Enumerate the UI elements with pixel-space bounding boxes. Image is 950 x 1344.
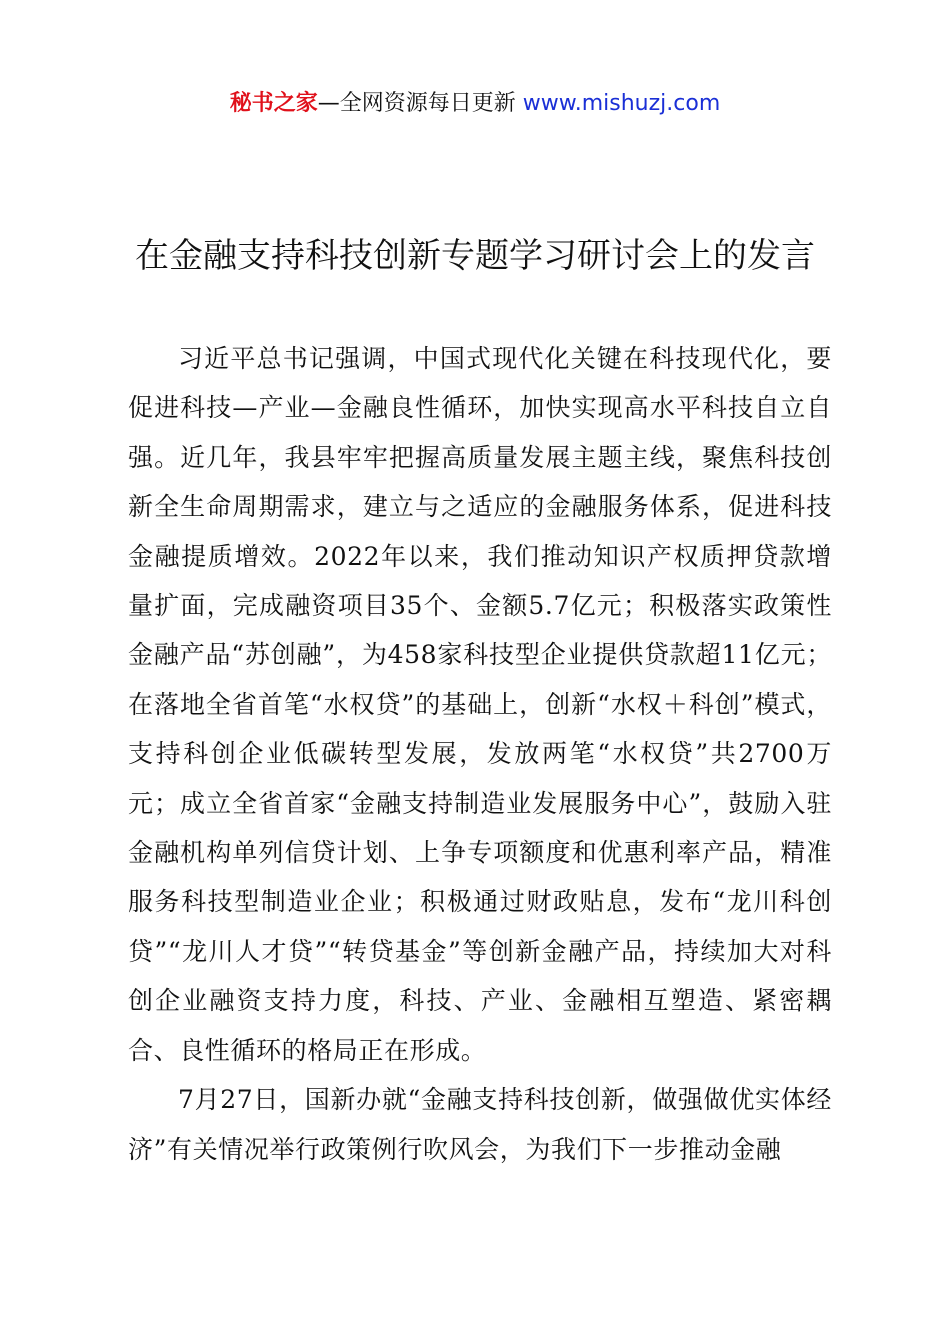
body-paragraph: 7月27日，国新办就“金融支持科技创新，做强做优实体经济”有关情况举行政策例行吹风会，为我们下一步推动金融 [128, 1085, 832, 1164]
document-title: 在金融支持科技创新专题学习研讨会上的发言 [135, 236, 815, 276]
brand-name: 秘书之家 [229, 91, 318, 116]
body-paragraph: 习近平总书记强调，中国式现代化关键在科技现代化，要促进科技—产业—金融良性循环，加快实现高水平科技自立自强。近几年，我县牢牢把握高质量发展主题主线，聚焦科技创新全生命周期需求，建立与之适应的金融服务体系，促进科技金融提质增效。2022年以来，我们推动知识产权质押贷款增量扩面，完成融资项目35个、金额5.7亿元；积极落实政策性金融产品“苏创融”，为458家科技型企业提供贷款超11亿元；在落地全省首笔“水权贷”的基础上，创新“水权＋科创”模式，支持科创企业低碳转型发展，发放两笔“水权贷”共2700万元；成立全省首家“金融支持制造业发展服务中心”，鼓励入驻金融机构单列信贷计划、上争专项额度和优惠利率产品，精准服务科技型制造业企业；积极通过财政贴息，发布“龙川科创贷”“龙川人才贷”“转贷基金”等创新金融产品，持续加大对科创企业融资支持力度，科技、产业、金融相互塑造、紧密耦合、良性循环的格局正在形成。 [128, 344, 832, 1065]
header-banner [0, 88, 950, 120]
document-body [128, 334, 832, 1174]
site-url-link[interactable]: www.mishuzj.com [522, 91, 721, 116]
header-tagline: —全网资源每日更新 [317, 91, 523, 116]
